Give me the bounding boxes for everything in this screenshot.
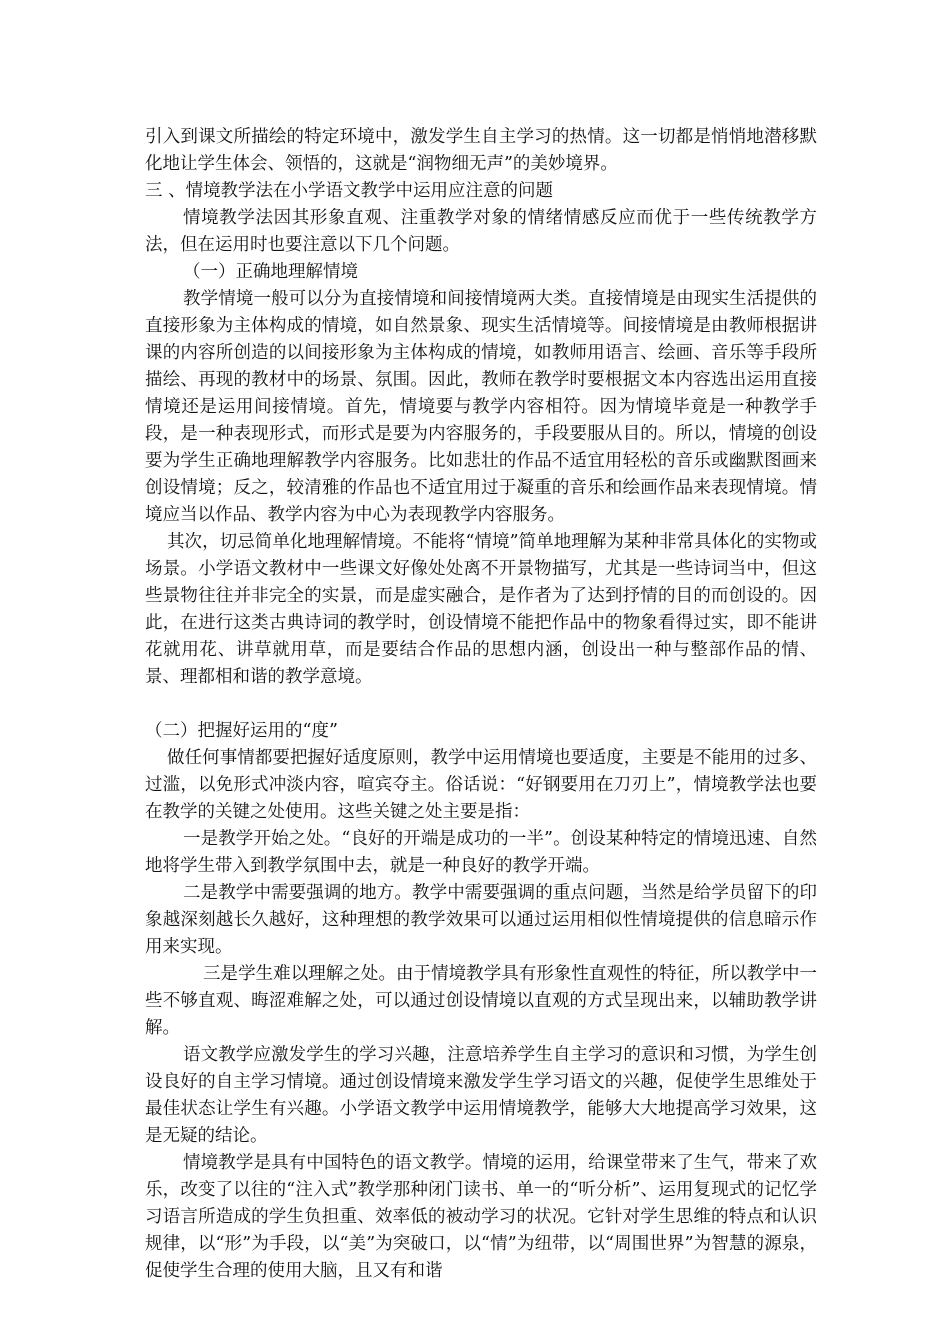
paragraph-avoid-simplification: 其次，切忌简单化地理解情境。不能将“情境”简单地理解为某种非常具体化的实物或场景。小学语文教材中一些课文好像处处离不开景物描写，尤其是一些诗词当中，但这些景物往往并非完全的实景，而是虚实融合，是作者为了达到抒情的目的而创设的。因此，在进行这类古典诗词的教学时，创设情境不能把作品中的物象看得过实，即不能讲花就用花、讲草就用草，而是要结合作品的思想内涵，创设出一种与整部作品的情、景、理都相和谐的教学意境。 [145,532,817,687]
subsection-heading-one: （一）正确地理解情境 [183,262,358,282]
paragraph-intro-continuation: 引入到课文所描绘的特定环境中，激发学生自主学习的热情。这一切都是悄悄地潜移默化地让学生体会、领悟的，这就是“润物细无声”的美妙境界。 [145,127,817,174]
paragraph-point-one: 一是教学开始之处。“良好的开端是成功的一半”。创设某种特定的情境迅速、自然地将学生带入到教学氛围中去，就是一种良好的教学开端。 [145,829,817,876]
paragraph-point-three: 三是学生难以理解之处。由于情境教学具有形象性直观性的特征，所以教学中一些不够直观、晦涩难解之处，可以通过创设情境以直观的方式呈现出来，以辅助教学讲解。 [145,964,817,1038]
paragraph-moderation: 做任何事情都要把握好适度原则，教学中运用情境也要适度，主要是不能用的过多、过滥，以免形式冲淡内容，喧宾夺主。俗话说：“好钢要用在刀刃上”，情境教学法也要在教学的关键之处使用。这些关键之处主要是指： [145,748,817,822]
paragraph-gap [145,691,817,718]
paragraph-situation-types: 教学情境一般可以分为直接情境和间接情境两大类。直接情境是由现实生活提供的直接形象为主体构成的情境，如自然景象、现实生活情境等。间接情境是由教师根据讲课的内容所创造的以间接形象为主体构成的情境，如教师用语言、绘画、音乐等手段所描绘、再现的教材中的场景、氛围。因此，教师在教学时要根据文本内容选出运用直接情境还是运用间接情境。首先，情境要与教学内容相符。因为情境毕竟是一种教学手段，是一种表现形式，而形式是要为内容服务的，手段要服从目的。所以，情境的创设要为学生正确地理解教学内容服务。比如悲壮的作品不适宜用轻松的音乐或幽默图画来创设情境；反之，较清雅的作品也不适宜用过于凝重的音乐和绘画作品来表现情境。情境应当以作品、教学内容为中心为表现教学内容服务。 [145,289,817,525]
paragraph-conclusion: 情境教学是具有中国特色的语文教学。情境的运用，给课堂带来了生气，带来了欢乐，改变了以往的“注入式”教学那种闭门读书、单一的“听分析”、运用复现式的记忆学习语言所造成的学生负担重、效率低的被动学习的状况。它针对学生思维的特点和认识规律，以“形”为手段，以“美”为突破口，以“情”为纽带，以“周围世界”为智慧的源泉，促使学生合理的使用大脑，且又有和谐 [145,1153,817,1281]
paragraph-point-two: 二是教学中需要强调的地方。教学中需要强调的重点问题，当然是给学员留下的印象越深刻越长久越好，这种理想的教学效果可以通过运用相似性情境提供的信息暗示作用来实现。 [145,883,817,957]
subsection-heading-two: （二）把握好运用的“度” [145,721,338,741]
document-body [145,124,817,1285]
paragraph-interest: 语文教学应激发学生的学习兴趣，注意培养学生自主学习的意识和习惯，为学生创设良好的自主学习情境。通过创设情境来激发学生学习语文的兴趣，促使学生思维处于最佳状态让学生有兴趣。小学语文教学中运用情境教学，能够大大地提高学习效果，这是无疑的结论。 [145,1045,817,1146]
paragraph-section-intro: 情境教学法因其形象直观、注重教学对象的情绪情感反应而优于一些传统教学方法，但在运用时也要注意以下几个问题。 [145,208,817,255]
section-heading-three: 三 、情境教学法在小学语文教学中运用应注意的问题 [145,181,554,201]
